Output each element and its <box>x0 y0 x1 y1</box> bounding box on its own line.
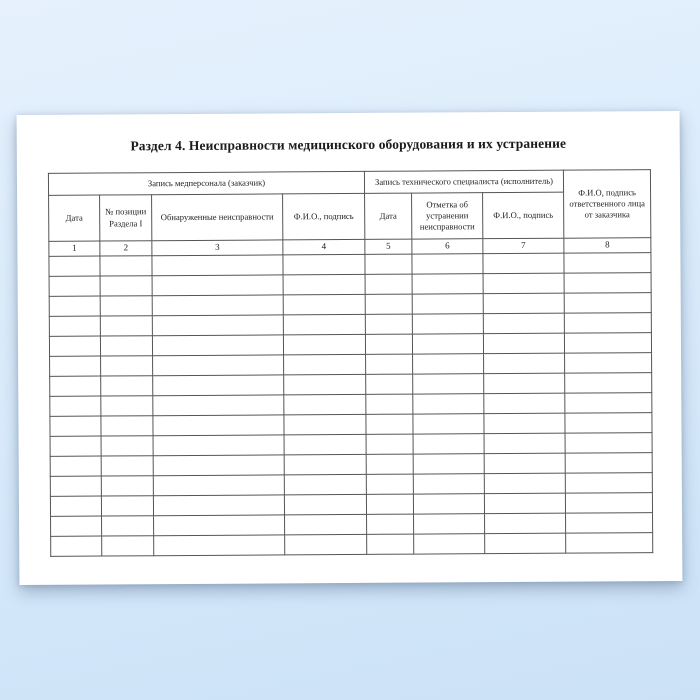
empty-cell <box>566 532 653 553</box>
empty-cell <box>413 413 484 433</box>
empty-cell <box>484 393 565 413</box>
col-header-name-signature-specialist: Ф.И.О., подпись <box>483 192 564 238</box>
group-header-medstaff: Запись медперсонала (заказчик) <box>48 171 364 195</box>
empty-cell <box>284 394 366 415</box>
empty-cell <box>414 533 485 553</box>
empty-cell <box>284 354 366 375</box>
empty-cell <box>154 515 285 536</box>
empty-cell <box>153 415 284 436</box>
empty-cell <box>483 313 564 333</box>
empty-cell <box>152 255 283 276</box>
empty-cell <box>152 315 283 336</box>
group-header-specialist: Запись технического специалиста (исполнитель) <box>364 170 563 193</box>
empty-cell <box>413 373 484 393</box>
empty-cell <box>366 374 413 394</box>
empty-cell <box>285 514 367 535</box>
column-number: 1 <box>49 241 100 256</box>
column-number: 2 <box>100 241 152 256</box>
column-number: 4 <box>283 239 365 254</box>
empty-cell <box>366 454 413 474</box>
empty-cell <box>365 294 412 314</box>
empty-cell <box>101 355 153 375</box>
empty-cell <box>483 333 564 353</box>
empty-cell <box>50 356 101 376</box>
empty-cell <box>484 493 565 513</box>
empty-cell <box>484 433 565 453</box>
empty-cell <box>412 293 483 313</box>
empty-cell <box>565 412 652 433</box>
empty-cell <box>565 372 652 393</box>
empty-cell <box>485 513 566 533</box>
empty-cell <box>412 333 483 353</box>
empty-cell <box>367 514 414 534</box>
empty-cell <box>101 395 153 415</box>
empty-cell <box>51 516 102 536</box>
empty-cell <box>284 434 366 455</box>
empty-cell <box>564 292 651 313</box>
col-header-fault-fixed-mark: Отметка об устранении неисправности <box>412 193 483 239</box>
empty-cell <box>283 294 365 315</box>
empty-cell <box>565 352 652 373</box>
empty-cell <box>101 495 153 515</box>
empty-cell <box>413 433 484 453</box>
empty-cell <box>50 456 101 476</box>
col-header-date-customer: Дата <box>49 195 100 241</box>
page-title: Раздел 4. Неисправности медицинского оборудования и их устранение <box>130 135 567 154</box>
empty-cell <box>153 455 284 476</box>
empty-cell <box>484 353 565 373</box>
empty-cell <box>366 354 413 374</box>
column-number: 7 <box>483 238 564 253</box>
empty-cell <box>284 454 366 475</box>
table-body <box>49 252 653 556</box>
empty-cell <box>366 414 413 434</box>
empty-cell <box>50 476 101 496</box>
empty-cell <box>50 416 101 436</box>
empty-cell <box>564 312 651 333</box>
malfunctions-table <box>48 169 653 556</box>
empty-cell <box>49 276 100 296</box>
empty-cell <box>365 274 412 294</box>
empty-cell <box>152 335 283 356</box>
empty-cell <box>49 256 100 276</box>
empty-cell <box>153 375 284 396</box>
empty-cell <box>484 453 565 473</box>
empty-cell <box>366 394 413 414</box>
empty-cell <box>284 414 366 435</box>
empty-cell <box>100 295 152 315</box>
empty-cell <box>101 455 153 475</box>
empty-cell <box>483 273 564 293</box>
empty-cell <box>564 272 651 293</box>
table-header <box>48 170 651 256</box>
empty-cell <box>50 396 101 416</box>
empty-cell <box>367 534 414 554</box>
empty-cell <box>413 493 484 513</box>
empty-cell <box>283 314 365 335</box>
corner-header-responsible: Ф.И.О, подпись ответственного лица от заказчика <box>563 170 650 239</box>
empty-cell <box>365 334 412 354</box>
empty-cell <box>153 435 284 456</box>
empty-cell <box>49 336 100 356</box>
empty-cell <box>366 434 413 454</box>
empty-cell <box>101 475 153 495</box>
table-row <box>51 532 653 556</box>
empty-cell <box>285 534 367 555</box>
empty-cell <box>483 293 564 313</box>
empty-cell <box>152 295 283 316</box>
empty-cell <box>152 275 283 296</box>
column-number: 5 <box>365 239 412 254</box>
empty-cell <box>566 512 653 533</box>
empty-cell <box>366 494 413 514</box>
column-header-row <box>49 192 651 242</box>
empty-cell <box>412 273 483 293</box>
empty-cell <box>50 436 101 456</box>
empty-cell <box>413 353 484 373</box>
empty-cell <box>413 473 484 493</box>
empty-cell <box>100 335 152 355</box>
empty-cell <box>283 274 365 295</box>
empty-cell <box>284 494 366 515</box>
empty-cell <box>484 473 565 493</box>
empty-cell <box>100 275 152 295</box>
empty-cell <box>101 375 153 395</box>
empty-cell <box>366 474 413 494</box>
empty-cell <box>564 332 651 353</box>
empty-cell <box>565 472 652 493</box>
document-page <box>17 111 683 585</box>
empty-cell <box>565 492 652 513</box>
empty-cell <box>484 413 565 433</box>
empty-cell <box>284 374 366 395</box>
column-number: 3 <box>152 240 283 255</box>
empty-cell <box>50 496 101 516</box>
col-header-detected-faults: Обнаруженные неисправности <box>152 194 283 241</box>
empty-cell <box>49 296 100 316</box>
empty-cell <box>102 535 154 555</box>
empty-cell <box>565 432 652 453</box>
empty-cell <box>413 453 484 473</box>
empty-cell <box>101 435 153 455</box>
column-number: 8 <box>564 238 651 253</box>
empty-cell <box>51 536 102 556</box>
col-header-date-specialist: Дата <box>365 193 412 239</box>
col-header-position-number: № позиции Раздела I <box>100 195 152 241</box>
empty-cell <box>153 495 284 516</box>
empty-cell <box>101 415 153 435</box>
empty-cell <box>412 313 483 333</box>
empty-cell <box>564 252 651 273</box>
column-number: 6 <box>412 239 483 254</box>
empty-cell <box>153 475 284 496</box>
empty-cell <box>414 513 485 533</box>
empty-cell <box>102 515 154 535</box>
empty-cell <box>284 474 366 495</box>
empty-cell <box>154 535 285 556</box>
empty-cell <box>485 533 566 553</box>
empty-cell <box>100 255 152 275</box>
empty-cell <box>365 314 412 334</box>
empty-cell <box>283 254 365 275</box>
empty-cell <box>483 253 564 273</box>
empty-cell <box>413 393 484 413</box>
col-header-name-signature-customer: Ф.И.О., подпись <box>283 193 365 240</box>
empty-cell <box>49 316 100 336</box>
empty-cell <box>283 334 365 355</box>
empty-cell <box>484 373 565 393</box>
empty-cell <box>153 355 284 376</box>
empty-cell <box>153 395 284 416</box>
empty-cell <box>100 315 152 335</box>
empty-cell <box>50 376 101 396</box>
empty-cell <box>412 253 483 273</box>
empty-cell <box>565 392 652 413</box>
empty-cell <box>365 254 412 274</box>
empty-cell <box>565 452 652 473</box>
